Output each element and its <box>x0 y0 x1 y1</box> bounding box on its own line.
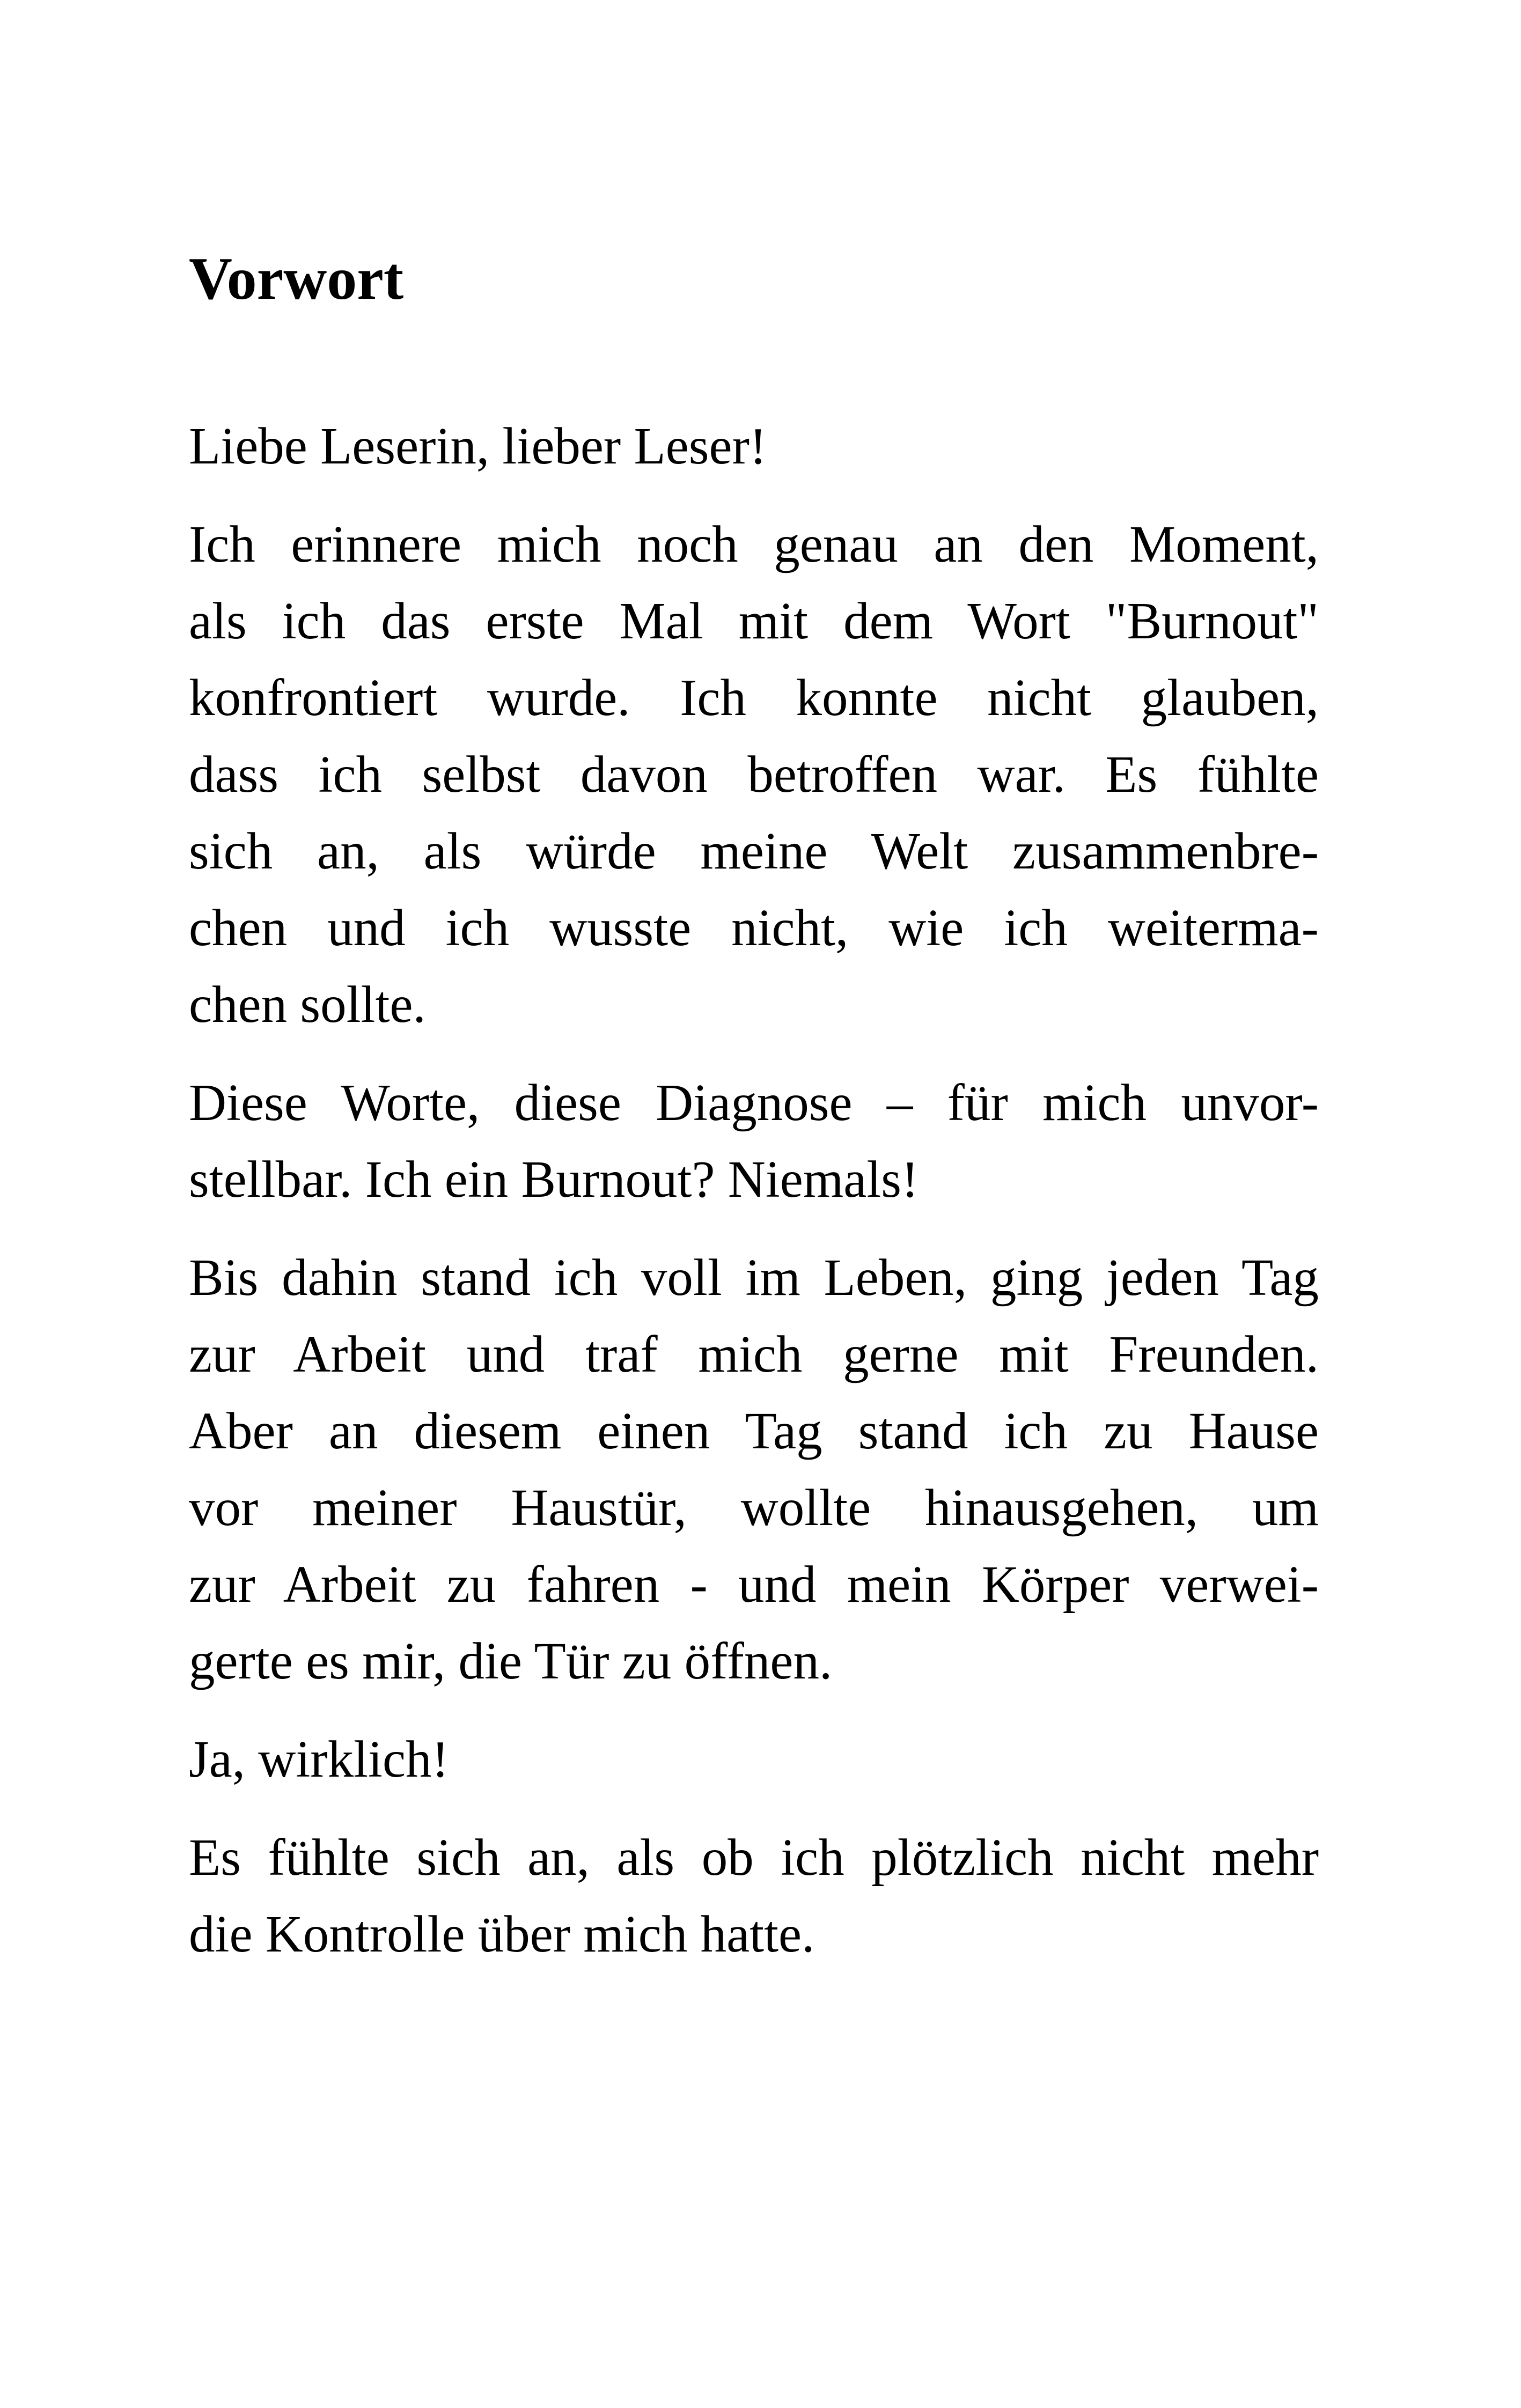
text-line: zur Arbeit zu fahren - und mein Körper verwei- <box>189 1556 1319 1613</box>
text-line: konfrontiert wurde. Ich konnte nicht glauben, <box>189 669 1319 726</box>
text-line: vor meiner Haustür, wollte hinausgehen, um <box>189 1479 1319 1536</box>
text-line: chen und ich wusste nicht, wie ich weiterma- <box>189 899 1319 956</box>
paragraph <box>189 1239 1319 1699</box>
text-line: die Kontrolle über mich hatte. <box>189 1905 815 1963</box>
text-line: Ja, wirklich! <box>189 1730 449 1788</box>
text-line: dass ich selbst davon betroffen war. Es fühlte <box>189 746 1319 803</box>
text-line: Ich erinnere mich noch genau an den Moment, <box>189 516 1319 573</box>
page-content <box>189 236 1319 1994</box>
text-line: als ich das erste Mal mit dem Wort "Burnout" <box>189 592 1319 650</box>
text-line: Bis dahin stand ich voll im Leben, ging jeden Tag <box>189 1249 1319 1306</box>
paragraph <box>189 1721 1319 1798</box>
text-line: Liebe Leserin, lieber Leser! <box>189 417 767 475</box>
paragraph <box>189 506 1319 1043</box>
body-text <box>189 408 1319 1972</box>
text-line: Diese Worte, diese Diagnose – für mich unvor- <box>189 1074 1319 1131</box>
text-line: chen sollte. <box>189 976 426 1033</box>
chapter-heading: Vorwort <box>189 246 404 312</box>
text-line: stellbar. Ich ein Burnout? Niemals! <box>189 1151 919 1208</box>
text-line: Es fühlte sich an, als ob ich plötzlich nicht mehr <box>189 1829 1319 1886</box>
text-line: gerte es mir, die Tür zu öffnen. <box>189 1632 833 1690</box>
text-line: sich an, als würde meine Welt zusammenbre- <box>189 822 1319 880</box>
paragraph <box>189 1064 1319 1218</box>
text-line: zur Arbeit und traf mich gerne mit Freunden. <box>189 1325 1319 1383</box>
paragraph <box>189 1819 1319 1972</box>
text-line: Aber an diesem einen Tag stand ich zu Hause <box>189 1402 1319 1460</box>
paragraph <box>189 408 1319 484</box>
